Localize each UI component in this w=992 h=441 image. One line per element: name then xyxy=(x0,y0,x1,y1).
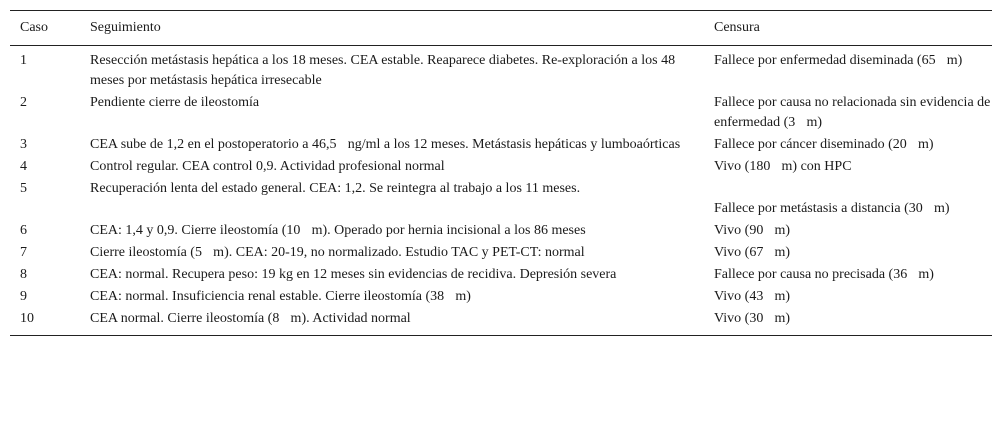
table-row xyxy=(10,157,992,179)
cell-seguimiento: CEA sube de 1,2 en el postoperatorio a 46,5 ng/ml a los 12 meses. Metástasis hepáticas y lumboaórticas xyxy=(90,137,681,152)
cell-seguimiento: CEA normal. Cierre ileostomía (8 m). Actividad normal xyxy=(90,311,411,326)
table-row xyxy=(10,309,992,336)
cell-caso: 10 xyxy=(20,311,34,326)
table-row xyxy=(10,179,992,221)
cell-censura: Vivo (30 m) xyxy=(714,311,791,326)
cell-seguimiento: CEA: normal. Insuficiencia renal estable. Cierre ileostomía (38 m) xyxy=(90,289,471,304)
cell-censura: Fallece por causa no relacionada sin evidencia de enfermedad (3 m) xyxy=(714,95,991,130)
cell-censura: Vivo (43 m) xyxy=(714,289,791,304)
table-row xyxy=(10,93,992,135)
header-caso: Caso xyxy=(20,20,48,35)
header-row xyxy=(10,11,992,46)
cell-caso: 5 xyxy=(20,181,27,196)
cell-seguimiento: CEA: 1,4 y 0,9. Cierre ileostomía (10 m). Operado por hernia incisional a los 86 meses xyxy=(90,223,586,238)
cell-censura: Vivo (90 m) xyxy=(714,223,791,238)
follow-up-table xyxy=(10,10,992,336)
cell-seguimiento: Cierre ileostomía (5 m). CEA: 20-19, no normalizado. Estudio TAC y PET-CT: normal xyxy=(90,245,585,260)
table-header xyxy=(10,11,992,46)
follow-up-table-container xyxy=(10,10,991,336)
cell-spacer xyxy=(714,179,992,199)
table-body xyxy=(10,46,992,336)
table-row xyxy=(10,265,992,287)
cell-censura-text: Fallece por metástasis a distancia (30 m) xyxy=(714,201,950,216)
header-seguimiento: Seguimiento xyxy=(90,20,161,35)
table-row xyxy=(10,243,992,265)
cell-caso: 9 xyxy=(20,289,27,304)
cell-censura: Vivo (180 m) con HPC xyxy=(714,159,852,174)
cell-caso: 3 xyxy=(20,137,27,152)
table-row xyxy=(10,221,992,243)
table-row xyxy=(10,287,992,309)
cell-censura xyxy=(714,179,992,221)
cell-censura: Fallece por enfermedad diseminada (65 m) xyxy=(714,53,963,68)
header-censura: Censura xyxy=(714,20,760,35)
cell-caso: 2 xyxy=(20,95,27,110)
cell-censura: Fallece por cáncer diseminado (20 m) xyxy=(714,137,934,152)
cell-seguimiento: CEA: normal. Recupera peso: 19 kg en 12 meses sin evidencias de recidiva. Depresión severa xyxy=(90,267,617,282)
table-row xyxy=(10,135,992,157)
cell-seguimiento: Resección metástasis hepática a los 18 meses. CEA estable. Reaparece diabetes. Re-exploración a los 48 meses por metástasis hepática irresecable xyxy=(90,53,676,88)
cell-caso: 4 xyxy=(20,159,27,174)
cell-seguimiento: Control regular. CEA control 0,9. Actividad profesional normal xyxy=(90,159,445,174)
cell-caso: 8 xyxy=(20,267,27,282)
cell-caso: 1 xyxy=(20,53,27,68)
cell-censura: Fallece por causa no precisada (36 m) xyxy=(714,267,934,282)
table-row xyxy=(10,46,992,94)
cell-censura: Vivo (67 m) xyxy=(714,245,791,260)
cell-caso: 7 xyxy=(20,245,27,260)
cell-seguimiento: Pendiente cierre de ileostomía xyxy=(90,95,260,110)
cell-seguimiento: Recuperación lenta del estado general. CEA: 1,2. Se reintegra al trabajo a los 11 meses. xyxy=(90,181,581,196)
cell-caso: 6 xyxy=(20,223,27,238)
